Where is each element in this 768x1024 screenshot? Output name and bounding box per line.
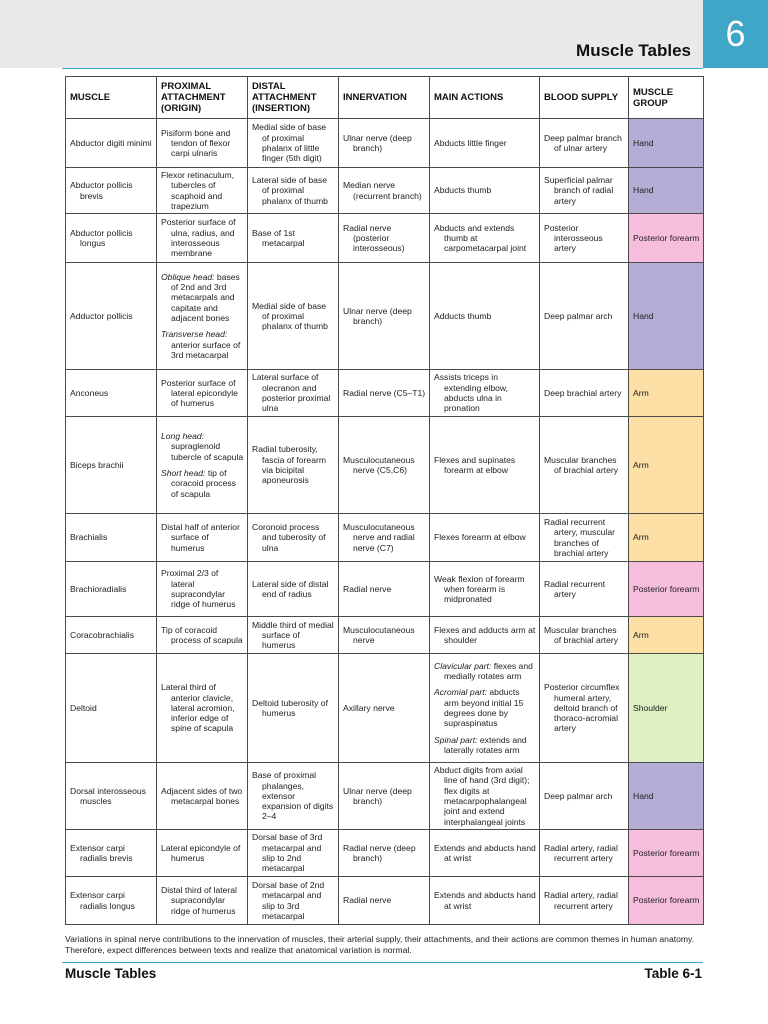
part-text: abducts arm beyond initial 15 degrees done by supraspinatus — [444, 687, 524, 729]
actions-cell-part — [434, 185, 536, 196]
actions-cell — [430, 763, 540, 830]
origin-cell — [157, 168, 248, 214]
muscle-group-cell: Arm — [629, 514, 704, 562]
actions-cell — [430, 514, 540, 562]
insertion-cell: Medial side of base of proximal phalanx of little finger (5th digit) — [248, 119, 339, 168]
table-row — [66, 214, 704, 263]
part-text: Proximal 2/3 of lateral supracondylar ridge of humerus — [161, 568, 236, 610]
origin-cell-part — [161, 842, 244, 864]
part-text: Flexes forearm at elbow — [434, 532, 526, 543]
part-label: Transverse head: — [161, 329, 228, 340]
actions-cell-part — [434, 842, 536, 864]
footer-divider — [62, 962, 703, 963]
part-label: Spinal part: — [434, 734, 478, 745]
actions-cell — [430, 562, 540, 617]
insertion-cell: Dorsal base of 2nd metacarpal and slip to 3rd metacarpal — [248, 877, 339, 925]
actions-cell-part — [434, 310, 536, 321]
actions-cell — [430, 168, 540, 214]
innervation-cell: Musculocutaneous nerve — [339, 617, 430, 654]
table-row — [66, 119, 704, 168]
part-text: anterior surface of 3rd metacarpal — [171, 339, 241, 360]
column-header: BLOOD SUPPLY — [540, 77, 629, 119]
part-label: Acromial part: — [434, 687, 488, 698]
blood-supply-cell: Radial artery, radial recurrent artery — [540, 877, 629, 925]
origin-cell-part — [161, 785, 244, 807]
part-label: Long head: — [161, 431, 205, 442]
origin-cell-part — [161, 217, 244, 259]
muscle-name: Coracobrachialis — [66, 617, 157, 654]
column-header: MUSCLE — [66, 77, 157, 119]
origin-cell-part — [161, 377, 244, 409]
insertion-cell: Deltoid tuberosity of humerus — [248, 654, 339, 763]
actions-cell-part — [434, 687, 536, 729]
table-row — [66, 830, 704, 877]
actions-cell — [430, 370, 540, 417]
origin-cell-part — [161, 127, 244, 159]
header-divider — [62, 68, 703, 69]
origin-cell — [157, 370, 248, 417]
part-text: Abducts little finger — [434, 137, 507, 148]
blood-supply-cell: Radial recurrent artery — [540, 562, 629, 617]
part-text: Flexes and supinates forearm at elbow — [434, 454, 516, 475]
origin-cell-part — [161, 624, 244, 646]
origin-cell-part — [161, 329, 244, 360]
part-text: Assists triceps in extending elbow, abducts ulna in pronation — [434, 372, 509, 414]
actions-cell — [430, 119, 540, 168]
actions-cell — [430, 417, 540, 514]
table-row — [66, 654, 704, 763]
blood-supply-cell: Superficial palmar branch of radial artery — [540, 168, 629, 214]
table-row — [66, 263, 704, 370]
part-text: Lateral third of anterior clavicle, lateral acromion, inferior edge of spine of scapula — [161, 682, 235, 734]
column-header: MAIN ACTIONS — [430, 77, 540, 119]
origin-cell-part — [161, 568, 244, 610]
innervation-cell: Radial nerve — [339, 562, 430, 617]
muscle-name: Abductor pollicis longus — [66, 214, 157, 263]
table-row — [66, 370, 704, 417]
actions-cell — [430, 877, 540, 925]
actions-cell-part — [434, 890, 536, 911]
innervation-cell: Musculocutaneous nerve (C5,C6) — [339, 417, 430, 514]
actions-cell-part — [434, 137, 536, 148]
actions-cell — [430, 263, 540, 370]
table-row — [66, 417, 704, 514]
origin-cell — [157, 417, 248, 514]
origin-cell — [157, 119, 248, 168]
actions-cell — [430, 617, 540, 654]
innervation-cell: Axillary nerve — [339, 654, 430, 763]
column-header: PROXIMAL ATTACHMENT (ORIGIN) — [157, 77, 248, 119]
part-text: Adjacent sides of two metacarpal bones — [161, 785, 243, 806]
muscle-group-cell: Arm — [629, 370, 704, 417]
innervation-cell: Ulnar nerve (deep branch) — [339, 263, 430, 370]
actions-cell — [430, 654, 540, 763]
insertion-cell: Lateral side of distal end of radius — [248, 562, 339, 617]
muscle-group-cell: Posterior forearm — [629, 830, 704, 877]
table-row — [66, 877, 704, 925]
muscle-name: Abductor digiti minimi — [66, 119, 157, 168]
column-header: INNERVATION — [339, 77, 430, 119]
part-text: Posterior surface of lateral epicondyle of humerus — [161, 377, 238, 409]
footnote: Variations in spinal nerve contributions to the innervation of muscles, their arterial supply, their attachments, and their actions are common themes in human anatomy. Therefore, expect differences between texts and realize that anatomical variation is normal. — [65, 934, 695, 955]
insertion-cell: Dorsal base of 3rd metacarpal and slip to 2nd metacarpal — [248, 830, 339, 877]
muscle-name: Extensor carpi radialis longus — [66, 877, 157, 925]
muscle-group-cell: Posterior forearm — [629, 214, 704, 263]
actions-cell-part — [434, 454, 536, 476]
part-text: tip of coracoid process of scapula — [171, 468, 236, 499]
blood-supply-cell: Radial recurrent artery, muscular branches of brachial artery — [540, 514, 629, 562]
innervation-cell: Ulnar nerve (deep branch) — [339, 763, 430, 830]
part-text: Pisiform bone and tendon of flexor carpi ulnaris — [161, 127, 231, 159]
actions-cell-part — [434, 573, 536, 605]
muscle-group-cell: Arm — [629, 417, 704, 514]
muscle-group-cell: Hand — [629, 119, 704, 168]
part-text: Extends and abducts hand at wrist — [434, 890, 536, 911]
part-text: Distal half of anterior surface of humerus — [161, 522, 240, 553]
actions-cell — [430, 830, 540, 877]
part-text: flexes and medially rotates arm — [444, 660, 533, 682]
muscle-name: Dorsal interosseous muscles — [66, 763, 157, 830]
innervation-cell: Radial nerve (deep branch) — [339, 830, 430, 877]
origin-cell-part — [161, 468, 244, 499]
actions-cell-part — [434, 222, 536, 254]
part-text: Weak flexion of forearm when forearm is midpronated — [434, 573, 525, 605]
muscle-group-cell: Hand — [629, 168, 704, 214]
part-text: Abducts thumb — [434, 185, 492, 196]
part-text: Lateral epicondyle of humerus — [161, 842, 241, 863]
origin-cell-part — [161, 169, 244, 211]
innervation-cell: Radial nerve — [339, 877, 430, 925]
origin-cell — [157, 514, 248, 562]
blood-supply-cell: Muscular branches of brachial artery — [540, 617, 629, 654]
insertion-cell: Radial tuberosity, fascia of forearm via bicipital aponeurosis — [248, 417, 339, 514]
blood-supply-cell: Deep palmar arch — [540, 763, 629, 830]
muscle-name: Abductor pollicis brevis — [66, 168, 157, 214]
part-text: Extends and abducts hand at wrist — [434, 842, 536, 863]
muscle-group-cell: Posterior forearm — [629, 562, 704, 617]
page-title: Muscle Tables — [576, 41, 691, 60]
insertion-cell: Coronoid process and tuberosity of ulna — [248, 514, 339, 562]
part-text: extends and laterally rotates arm — [444, 734, 527, 755]
insertion-cell: Middle third of medial surface of humerus — [248, 617, 339, 654]
table-row — [66, 168, 704, 214]
actions-cell-part — [434, 624, 536, 646]
actions-cell-part — [434, 734, 536, 756]
origin-cell — [157, 214, 248, 263]
part-text: Posterior surface of ulna, radius, and interosseous membrane — [161, 217, 236, 259]
blood-supply-cell: Deep brachial artery — [540, 370, 629, 417]
origin-cell — [157, 654, 248, 763]
table-row — [66, 617, 704, 654]
blood-supply-cell: Muscular branches of brachial artery — [540, 417, 629, 514]
muscle-group-cell: Hand — [629, 263, 704, 370]
innervation-cell: Median nerve (recurrent branch) — [339, 168, 430, 214]
actions-cell-part — [434, 372, 536, 414]
part-text: Abducts and extends thumb at carpometacarpal joint — [434, 222, 527, 254]
part-text: Abduct digits from axial line of hand (3rd digit); flex digits at metacarpophalangeal joint and extend interphalangeal joints — [434, 765, 530, 827]
table-number: Table 6-1 — [644, 966, 702, 981]
origin-cell — [157, 763, 248, 830]
blood-supply-cell: Radial artery, radial recurrent artery — [540, 830, 629, 877]
table-row — [66, 763, 704, 830]
muscle-group-cell: Arm — [629, 617, 704, 654]
muscle-name: Extensor carpi radialis brevis — [66, 830, 157, 877]
muscle-name: Biceps brachii — [66, 417, 157, 514]
part-text: Flexes and adducts arm at shoulder — [434, 624, 536, 645]
actions-cell-part — [434, 532, 536, 543]
insertion-cell: Medial side of base of proximal phalanx of thumb — [248, 263, 339, 370]
part-label: Clavicular part: — [434, 660, 492, 671]
innervation-cell: Radial nerve (posterior interosseous) — [339, 214, 430, 263]
part-text: bases of 2nd and 3rd metacarpals and capitate and adjacent bones — [171, 271, 240, 323]
column-header: MUSCLE GROUP — [629, 77, 704, 119]
innervation-cell: Ulnar nerve (deep branch) — [339, 119, 430, 168]
origin-cell-part — [161, 522, 244, 553]
part-text: Adducts thumb — [434, 310, 492, 321]
muscle-table — [65, 76, 704, 925]
insertion-cell: Lateral side of base of proximal phalanx of thumb — [248, 168, 339, 214]
actions-cell-part — [434, 765, 536, 827]
insertion-cell: Lateral surface of olecranon and posterior proximal ulna — [248, 370, 339, 417]
origin-cell-part — [161, 271, 244, 323]
origin-cell — [157, 617, 248, 654]
footer-title: Muscle Tables — [65, 966, 157, 981]
origin-cell-part — [161, 885, 244, 916]
blood-supply-cell: Deep palmar branch of ulnar artery — [540, 119, 629, 168]
table-header-row — [66, 77, 704, 119]
actions-cell-part — [434, 660, 536, 682]
chapter-tab: 6 — [703, 0, 768, 68]
part-label: Oblique head: — [161, 271, 215, 282]
insertion-cell: Base of proximal phalanges, extensor expansion of digits 2–4 — [248, 763, 339, 830]
part-text: Distal third of lateral supracondylar ridge of humerus — [161, 885, 237, 916]
blood-supply-cell: Posterior interosseous artery — [540, 214, 629, 263]
muscle-group-cell: Shoulder — [629, 654, 704, 763]
blood-supply-cell: Deep palmar arch — [540, 263, 629, 370]
blood-supply-cell: Posterior circumflex humeral artery, deltoid branch of thoraco-acromial artery — [540, 654, 629, 763]
part-text: Tip of coracoid process of scapula — [161, 624, 243, 645]
table-row — [66, 562, 704, 617]
origin-cell-part — [161, 682, 244, 734]
muscle-name: Brachioradialis — [66, 562, 157, 617]
origin-cell-part — [161, 431, 244, 462]
innervation-cell: Radial nerve (C5–T1) — [339, 370, 430, 417]
part-text: supraglenoid tubercle of scapula — [171, 441, 244, 462]
muscle-name: Anconeus — [66, 370, 157, 417]
muscle-name: Adductor pollicis — [66, 263, 157, 370]
origin-cell — [157, 877, 248, 925]
part-text: Flexor retinaculum, tubercles of scaphoid and trapezium — [161, 169, 235, 211]
muscle-name: Deltoid — [66, 654, 157, 763]
origin-cell — [157, 263, 248, 370]
column-header: DISTAL ATTACHMENT (INSERTION) — [248, 77, 339, 119]
origin-cell — [157, 830, 248, 877]
muscle-group-cell: Hand — [629, 763, 704, 830]
part-label: Short head: — [161, 468, 206, 478]
muscle-name: Brachialis — [66, 514, 157, 562]
table-row — [66, 514, 704, 562]
insertion-cell: Base of 1st metacarpal — [248, 214, 339, 263]
origin-cell — [157, 562, 248, 617]
muscle-group-cell: Posterior forearm — [629, 877, 704, 925]
actions-cell — [430, 214, 540, 263]
innervation-cell: Musculocutaneous nerve and radial nerve (C7) — [339, 514, 430, 562]
